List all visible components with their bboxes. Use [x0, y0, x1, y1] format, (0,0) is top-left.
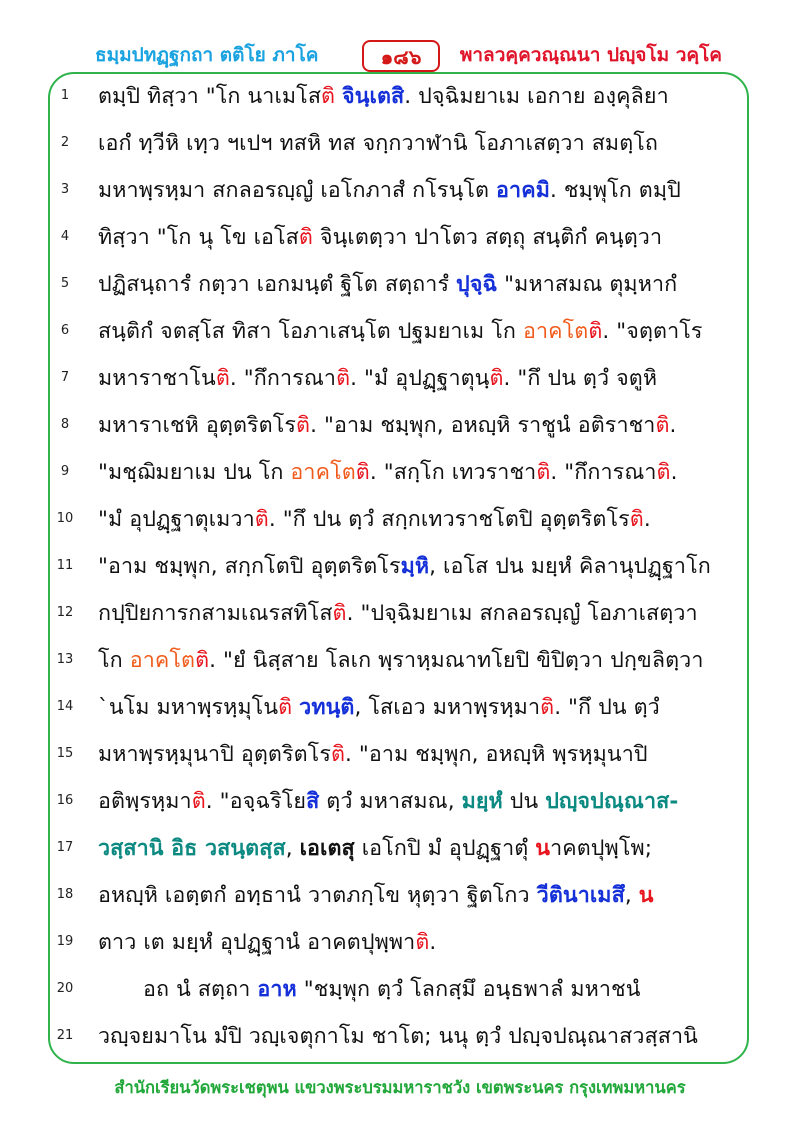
text-segment: . "กึ ปน ตฺวํ: [554, 695, 660, 720]
highlighted-word: ติ: [336, 366, 351, 391]
line-number: 21: [56, 1028, 74, 1043]
text-line: [0, 73, 800, 120]
line-number: 11: [56, 558, 74, 573]
text-segment: , โสเอว มหาพฺรหฺมา: [354, 695, 541, 720]
highlighted-word: อาคโต: [290, 460, 356, 485]
page-number-badge: ๑๘๖: [362, 40, 440, 72]
text-segment: ปน: [502, 789, 546, 814]
highlighted-word: น: [535, 836, 551, 861]
text-segment: . "ปจฺฉิมยาเม สกลอรญฺญํ โอภาเสตฺวา: [346, 601, 698, 626]
line-text: [98, 970, 723, 1010]
text-line: [0, 590, 800, 637]
text-line: [0, 402, 800, 449]
text-segment: มหาราชาโน: [98, 366, 216, 391]
line-text: [98, 359, 723, 399]
text-line: [0, 449, 800, 496]
line-text: [98, 547, 723, 587]
highlighted-word: สิ: [306, 789, 320, 814]
text-segment: "มหาสมณ ตุมฺหากํ: [497, 272, 678, 297]
text-segment: ตาว เต มยฺหํ อุปฏฺฐานํ อาคตปุพฺพา: [98, 930, 416, 955]
highlighted-word: ติ: [215, 366, 230, 391]
line-number: 13: [56, 652, 74, 667]
line-number: 3: [60, 182, 70, 197]
text-line: [0, 1013, 800, 1060]
text-segment: ตมฺปิ ทิสฺวา "โก นาเมโส: [98, 84, 322, 109]
text-segment: . "อจฺฉริโย: [205, 789, 307, 814]
text-segment: , เอโส ปน มยฺหํ คิลานุปฏฺฐาโก: [429, 554, 711, 579]
text-segment: . "กึการณา: [550, 460, 657, 485]
highlighted-word: ติ: [629, 507, 644, 532]
text-segment: มหาพฺรหฺมุนาปิ อุตฺตริตโร: [98, 742, 331, 767]
text-segment: "ชมฺพุก ตฺวํ โลกสฺมึ อนฺธพาลํ มหาชนํ: [296, 977, 641, 1002]
highlighted-word: ติ: [588, 319, 603, 344]
highlighted-word: ติ: [489, 366, 504, 391]
highlighted-word: อาห: [257, 977, 297, 1002]
text-segment: สนฺติกํ จตสฺโส ทิสา โอภาเสนฺโต ปฐมยาเม โก: [98, 319, 523, 344]
text-segment: มหาราเชหิ อุตฺตริตโร: [98, 413, 297, 438]
text-segment: . "กึการณา: [229, 366, 337, 391]
text-line: [0, 731, 800, 778]
text-line: [0, 966, 800, 1013]
line-text: [98, 453, 723, 493]
line-text: [98, 265, 723, 305]
line-text: [98, 876, 723, 916]
highlighted-word: ปุจฺฉิ: [456, 272, 498, 297]
text-line: [0, 167, 800, 214]
text-line: [0, 214, 800, 261]
text-line: [0, 637, 800, 684]
text-segment: . "กึ ปน ตฺวํ จตูหิ: [503, 366, 658, 391]
line-number: 19: [56, 934, 74, 949]
line-number: 12: [56, 605, 74, 620]
line-text: [98, 923, 723, 963]
line-text: [98, 641, 723, 681]
text-segment: เอโกปิ มํ อุปฏฺฐาตุํ: [354, 836, 536, 861]
line-number: 5: [60, 276, 70, 291]
text-line: [0, 919, 800, 966]
highlighted-word: อาคมิ: [496, 178, 550, 203]
text-segment: ตฺวํ มหาสมณ,: [319, 789, 462, 814]
text-line: [0, 355, 800, 402]
text-line: [0, 543, 800, 590]
text-line: [0, 872, 800, 919]
header-chapter-title: พาลวคฺควณฺณนา ปญฺจโม วคฺโค: [459, 44, 722, 66]
highlighted-word: ปญฺจปณฺณาส-: [545, 789, 679, 814]
text-segment: . "ยํ นิสฺสาย โลเก พฺราหฺมณาทโยปิ ขิปิตฺวา ปกฺขลิตฺวา: [209, 648, 704, 673]
line-text: [98, 312, 723, 352]
line-number: 17: [56, 840, 74, 855]
highlighted-word: ติ: [536, 460, 551, 485]
line-text: [98, 77, 723, 117]
text-segment: "มชฺฌิมยาเม ปน โก: [98, 460, 291, 485]
text-line: [0, 261, 800, 308]
text-line: [0, 778, 800, 825]
text-segment: [335, 84, 342, 109]
text-segment: . "อาม ชมฺพุก, อหญฺหิ ราชูนํ อติราชา: [310, 413, 656, 438]
line-text: [98, 594, 723, 634]
highlighted-word: ติ: [298, 225, 313, 250]
line-text: [98, 829, 723, 869]
highlighted-word: อาคโต: [129, 648, 196, 673]
text-segment: .: [643, 507, 651, 532]
line-number: 10: [56, 511, 74, 526]
text-segment: .: [429, 930, 437, 955]
highlighted-word: ติ: [415, 930, 430, 955]
text-segment: . "สกฺโก เทวราชา: [369, 460, 537, 485]
text-segment: โก: [98, 648, 130, 673]
text-segment: จินฺเตตฺวา ปาโตว สตฺถุ สนฺติกํ คนฺตฺวา: [312, 225, 663, 250]
highlighted-word: ติ: [296, 413, 311, 438]
line-number: 9: [60, 464, 70, 479]
line-number: 6: [60, 323, 70, 338]
line-number: 8: [60, 417, 70, 432]
highlighted-word: ติ: [355, 460, 370, 485]
line-number: 16: [56, 793, 74, 808]
text-segment: . ปจฺฉิมยาเม เอกาย องฺคุลิยา: [404, 84, 669, 109]
text-segment: ทิสฺวา "โก นุ โข เอโส: [98, 225, 299, 250]
text-segment: อหญฺหิ เอตฺตกํ อทฺธานํ วาตภกฺโข หุตฺวา ฐิตโกว: [98, 883, 537, 908]
text-segment: มหาพฺรหฺมา สกลอรญฺญํ เอโกภาสํ กโรนฺโต: [98, 178, 497, 203]
line-text: [98, 782, 723, 822]
text-segment: .: [670, 460, 678, 485]
highlighted-word: ติ: [278, 695, 293, 720]
highlighted-word: ติ: [656, 460, 671, 485]
text-segment: . ชมฺพุโก ตมฺปิ: [549, 178, 681, 203]
highlighted-word: วีตินาเมสึ: [536, 883, 625, 908]
text-segment: "อาม ชมฺพุก, สกฺกโตปิ อุตฺตริตโร: [98, 554, 401, 579]
highlighted-word: ติ: [195, 648, 210, 673]
text-body: [0, 73, 800, 1060]
text-line: [0, 825, 800, 872]
line-number: 20: [56, 981, 74, 996]
text-segment: "มํ อุปฏฺฐาตุเมวา: [98, 507, 255, 532]
text-segment: ,: [285, 836, 300, 861]
highlighted-word: ติ: [332, 601, 347, 626]
text-line: [0, 308, 800, 355]
highlighted-word: ติ: [191, 789, 206, 814]
line-text: [98, 218, 723, 258]
highlighted-word: มยฺหํ: [461, 789, 503, 814]
text-segment: . "อาม ชมฺพุก, อหญฺหิ พฺรหฺมุนาปิ: [345, 742, 648, 767]
highlighted-word: จินฺเตสิ: [342, 84, 405, 109]
text-line: [0, 120, 800, 167]
highlighted-word: มฺหิ: [400, 554, 430, 579]
text-segment: . "จตฺตาโร: [602, 319, 703, 344]
text-segment: ปฏิสนฺถารํ กตฺวา เอกมนฺตํ ฐิโต สตฺถารํ: [98, 272, 457, 297]
line-text: [98, 1017, 723, 1057]
text-line: [0, 684, 800, 731]
line-number: 14: [56, 699, 74, 714]
line-text: [98, 735, 723, 775]
text-segment: วญฺจยมาโน มํปิ วญฺเจตุกาโม ชาโต; นนุ ตฺวํ ปญฺจปณฺณาสวสฺสานิ: [98, 1024, 698, 1049]
line-text: [98, 171, 723, 211]
highlighted-word: ติ: [254, 507, 269, 532]
line-text: [98, 406, 723, 446]
line-text: [98, 688, 723, 728]
highlighted-word: อาคโต: [522, 319, 589, 344]
line-text: [98, 500, 723, 540]
highlighted-word: ติ: [330, 742, 346, 767]
highlighted-word: ติ: [655, 413, 670, 438]
highlighted-word: ติ: [321, 84, 336, 109]
text-segment: . "กึ ปน ตฺวํ สกฺกเทวราชโตปิ อุตฺตริตโร: [268, 507, 630, 532]
header-book-title: ธมฺมปทฏฺฐกถา ตติโย ภาโค: [95, 44, 319, 66]
footer-institution: สำนักเรียนวัดพระเชตุพน แขวงพระบรมมหาราชวัง เขตพระนคร กรุงเทพมหานคร: [114, 1078, 686, 1097]
text-segment: อติพฺรหฺมา: [98, 789, 192, 814]
text-segment: ,: [624, 883, 639, 908]
text-segment: `นโม มหาพฺรหฺมุโน: [98, 695, 279, 720]
line-number: 15: [56, 746, 74, 761]
line-text: [98, 124, 723, 164]
line-number: 1: [60, 88, 70, 103]
line-number: 2: [60, 135, 70, 150]
text-segment: .: [669, 413, 677, 438]
line-number: 4: [60, 229, 70, 244]
text-segment: เอกํ ทฺวีหิ เทฺว ฯเปฯ ทสหิ ทส จกฺกวาฬานิ โอภาเสตฺวา สมตฺโถ: [98, 131, 659, 156]
highlighted-word: เอเตสุ: [299, 836, 355, 861]
line-number: 18: [56, 887, 74, 902]
line-number: 7: [60, 370, 70, 385]
highlighted-word: วสฺสานิ อิธ วสนฺตสฺส: [98, 836, 286, 861]
text-segment: . "มํ อุปฏฺฐาตุนฺ: [350, 366, 490, 391]
text-segment: กปฺปิยการกสามเณรสทิโส: [98, 601, 333, 626]
highlighted-word: วทนฺติ: [299, 695, 355, 720]
text-line: [0, 496, 800, 543]
text-segment: าคตปุพฺโพ;: [550, 836, 653, 861]
highlighted-word: น: [638, 883, 654, 908]
text-segment: อถ นํ สตฺถา: [143, 977, 258, 1002]
highlighted-word: ติ: [540, 695, 555, 720]
